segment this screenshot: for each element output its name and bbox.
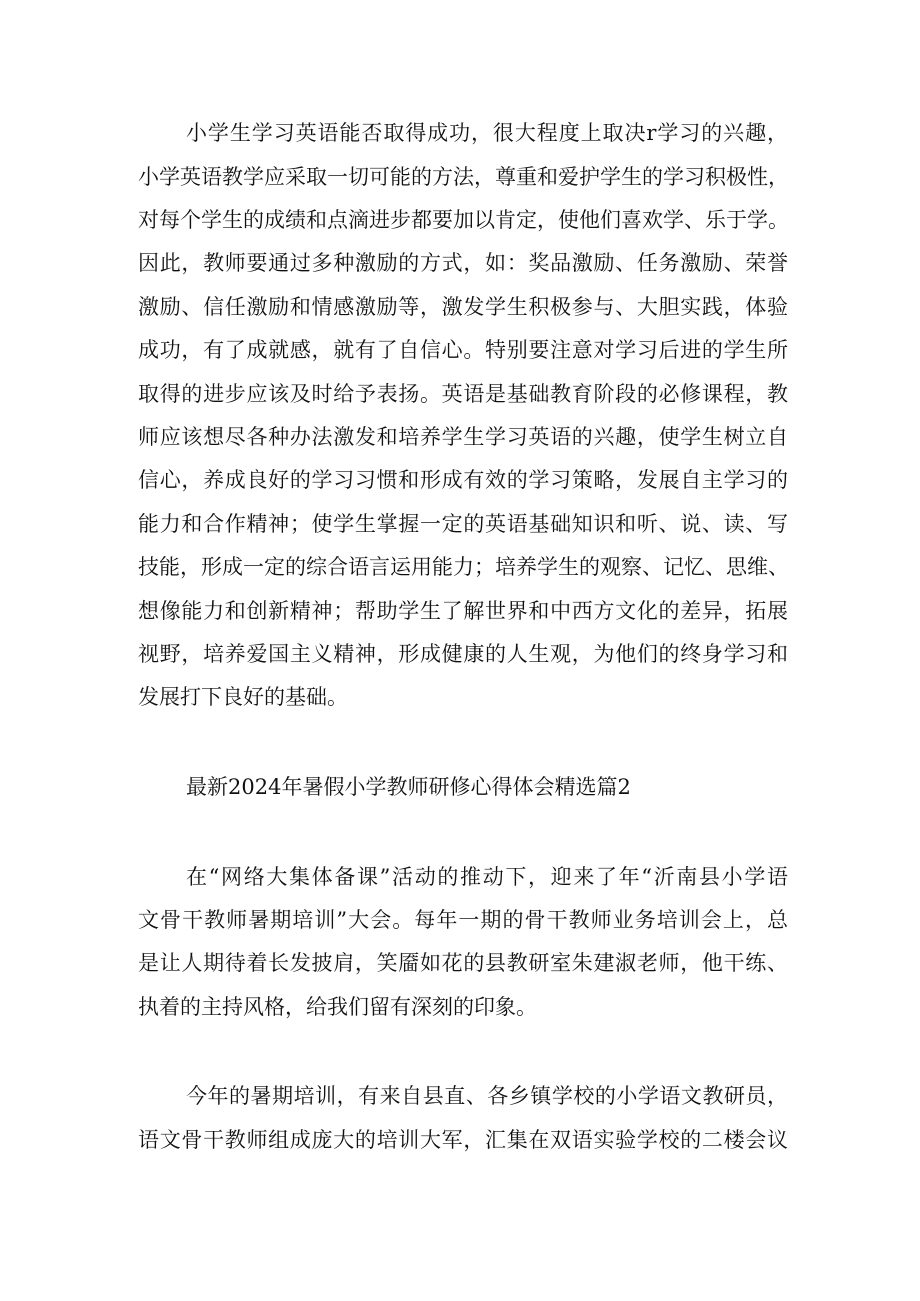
paragraph-1-line: 激励、信任激励和情感激励等，激发学生积极参与、大胆实践，体验 (138, 295, 788, 319)
section-heading: 最新2024年暑假小学教师研修心得体会精选篇2 (186, 775, 631, 799)
paragraph-1-line: 能力和合作精神；使学生掌握一定的英语基础知识和听、说、读、写 (138, 512, 788, 536)
paragraph-1-line: 小学英语教学应采取一切可能的方法，尊重和爱护学生的学习积极性， (138, 165, 789, 189)
paragraph-2-line: 是让人期待着长发披肩，笑靥如花的县教研室朱建淑老师，他干练、 (138, 951, 788, 975)
paragraph-1-line: 技能，形成一定的综合语言运用能力；培养学生的观察、记忆、思维、 (138, 555, 789, 579)
paragraph-1-line: 对每个学生的成绩和点滴进步都要加以肯定，使他们喜欢学、乐于学。 (138, 208, 789, 232)
paragraph-1-line: 视野，培养爱国主义精神，形成健康的人生观，为他们的终身学习和 (138, 642, 788, 666)
paragraph-1-line: 取得的进步应该及时给予表扬。英语是基础教育阶段的必修课程，教 (138, 382, 788, 406)
paragraph-2-line: 在“网络大集体备课”活动的推动下，迎来了年“沂南县小学语 (186, 865, 788, 889)
paragraph-3-line: 语文骨干教师组成庞大的培训大军，汇集在双语实验学校的二楼会议 (138, 1128, 788, 1152)
paragraph-1-line: 师应该想尽各种办法激发和培养学生学习英语的兴趣，使学生树立自 (138, 425, 788, 449)
paragraph-1-line: 小学生学习英语能否取得成功，很大程度上取决r学习的兴趣， (186, 121, 788, 145)
paragraph-2-line: 文骨干教师暑期培训”大会。每年一期的骨干教师业务培训会上，总 (138, 908, 788, 932)
paragraph-1-line: 成功，有了成就感，就有了自信心。特别要注意对学习后进的学生所 (138, 338, 788, 362)
paragraph-3-line: 今年的暑期培训，有来自县直、各乡镇学校的小学语文教研员， (186, 1084, 788, 1108)
paragraph-2-line: 执着的主持风格，给我们留有深刻的印象。 (138, 995, 537, 1019)
paragraph-1-line: 因此，教师要通过多种激励的方式，如：奖品激励、任务激励、荣誉 (138, 251, 788, 275)
paragraph-1-line: 信心，养成良好的学习习惯和形成有效的学习策略，发展自主学习的 (138, 468, 788, 492)
paragraph-1-line: 想像能力和创新精神；帮助学生了解世界和中西方文化的差异，拓展 (138, 599, 788, 623)
paragraph-1-line: 发展打下良好的基础。 (138, 685, 348, 709)
